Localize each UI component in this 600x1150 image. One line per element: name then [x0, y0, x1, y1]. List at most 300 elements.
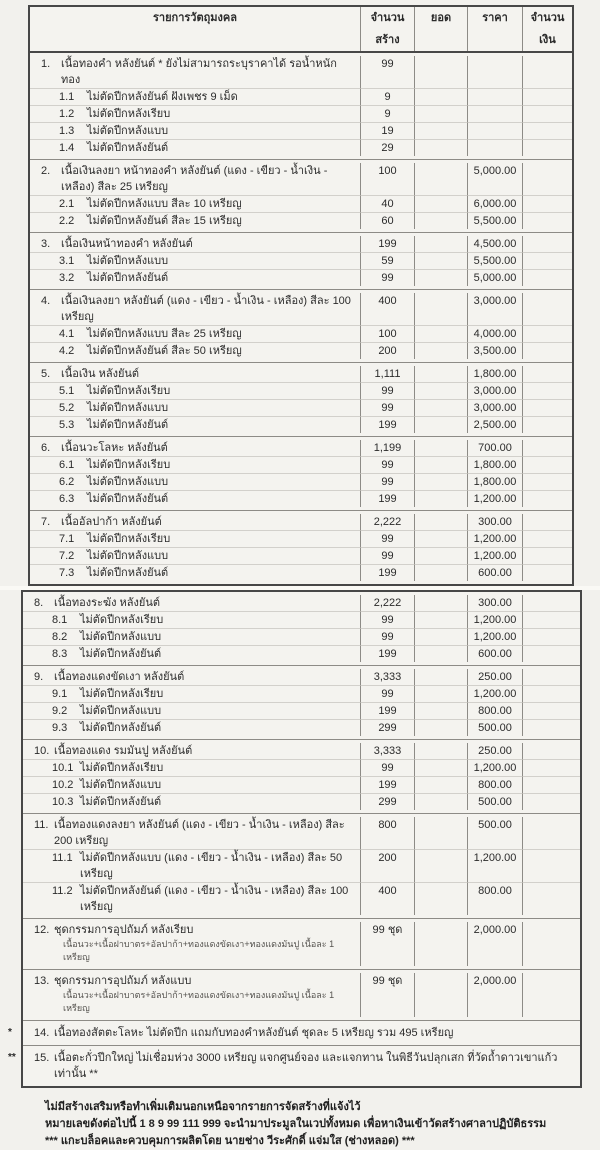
item-note: เนื้อนวะ+เนื้อฝาบาตร+อัลปาก้า+ทองแดงขัดเงา+ทองแดงมันปู เนื้อละ 1 เหรียญ — [63, 990, 335, 1013]
quantity-made-cell: 199 — [360, 645, 414, 662]
item-description-cell — [30, 105, 360, 122]
item-number: 11.2 — [52, 885, 73, 897]
quantity-made-cell: 99 — [360, 530, 414, 547]
item-description: ไม่ตัดปีกหลังเรียบ — [87, 385, 171, 397]
quantity-made-cell: 99 — [360, 269, 414, 286]
item-description: ไม่ตัดปีกหลังยันต์ สีละ 15 เหรียญ — [87, 215, 242, 227]
column-header-amount: จำนวนเงิน — [522, 7, 572, 51]
item-group — [30, 362, 572, 436]
table-row — [30, 440, 572, 456]
quantity-made-cell: 9 — [360, 88, 414, 105]
item-number: 3.1 — [59, 255, 75, 267]
total-cell — [414, 399, 467, 416]
column-header-total: ยอด — [414, 7, 467, 51]
amount-cell — [522, 547, 572, 564]
amount-cell — [522, 416, 572, 433]
item-number: 1.4 — [59, 142, 75, 154]
item-number: 1. — [41, 58, 51, 70]
item-description: ไม่ตัดปีกหลังแบบ สีละ 10 เหรียญ — [87, 198, 242, 210]
quantity-made-cell: 60 — [360, 212, 414, 229]
quantity-made-cell: 100 — [360, 163, 414, 195]
column-header-quantity-made: จำนวนสร้าง — [360, 7, 414, 51]
item-description: เนื้อนวะโลหะ หลังยันต์ — [61, 442, 168, 454]
item-description: ไม่ตัดปีกหลังยันต์ ฝังเพชร 9 เม็ด — [87, 91, 238, 103]
table-row — [23, 628, 580, 645]
item-description: ไม่ตัดปีกหลังยันต์ — [80, 796, 162, 808]
table-row — [30, 139, 572, 156]
quantity-made-cell: 1,111 — [360, 366, 414, 382]
total-cell — [414, 456, 467, 473]
item-description: ไม่ตัดปีกหลังแบบ สีละ 25 เหรียญ — [87, 328, 242, 340]
price-cell: 1,200.00 — [467, 611, 522, 628]
item-description-cell — [30, 514, 360, 530]
footer-line-no-extra-production: ไม่มีสร้างเสริมหรือทำเพิ่มเติมนอกเหนือจากรายการจัดสร้างที่แจ้งไว้ — [45, 1101, 361, 1113]
footnote-marker: ** — [8, 1052, 16, 1063]
item-number: 8. — [34, 597, 44, 609]
item-description: เนื้อทองคำ หลังยันต์ * ยังไม่สามารถระบุราคาได้ รอน้ำหนักทอง — [61, 58, 337, 86]
item-number: 5. — [41, 368, 51, 380]
amount-cell — [522, 922, 580, 938]
amount-cell — [522, 849, 580, 882]
item-description: ไม่ตัดปีกหลังยันต์ — [87, 567, 169, 579]
price-cell: 250.00 — [467, 669, 522, 685]
price-cell: 5,000.00 — [467, 163, 522, 195]
item-description-cell — [30, 56, 360, 88]
quantity-made-cell: 99 — [360, 628, 414, 645]
table-row — [30, 490, 572, 507]
item-note-cell — [23, 938, 360, 966]
item-number: 1.2 — [59, 108, 75, 120]
amount-cell — [522, 743, 580, 759]
total-cell — [414, 759, 467, 776]
amount-cell — [522, 236, 572, 252]
price-cell: 800.00 — [467, 776, 522, 793]
price-cell: 1,800.00 — [467, 473, 522, 490]
price-cell: 5,500.00 — [467, 212, 522, 229]
item-description: ไม่ตัดปีกหลังยันต์ — [87, 419, 169, 431]
amount-cell — [522, 56, 572, 88]
item-number: 9.2 — [52, 705, 68, 717]
item-description-cell — [30, 139, 360, 156]
quantity-made-cell: 199 — [360, 702, 414, 719]
amount-cell — [522, 776, 580, 793]
item-number: 8.1 — [52, 614, 68, 626]
item-number: 7.2 — [59, 550, 75, 562]
item-number: 5.2 — [59, 402, 75, 414]
item-group — [30, 289, 572, 362]
item-description: ไม่ตัดปีกหลังยันต์ สีละ 50 เหรียญ — [87, 345, 242, 357]
price-cell: 1,200.00 — [467, 849, 522, 882]
price-cell — [467, 105, 522, 122]
total-cell — [414, 236, 467, 252]
item-description: ไม่ตัดปีกหลังแบบ — [87, 125, 169, 137]
item-description: เนื้อเงินหน้าทองคำ หลังยันต์ — [61, 238, 193, 250]
quantity-made-cell: 99 — [360, 759, 414, 776]
total-cell — [414, 611, 467, 628]
scanned-amulet-price-list — [0, 5, 600, 1147]
price-cell — [467, 122, 522, 139]
quantity-made-cell: 99 — [360, 382, 414, 399]
amount-cell — [522, 122, 572, 139]
item-description: ไม่ตัดปีกหลังยันต์ — [87, 142, 169, 154]
table-row — [30, 56, 572, 88]
item-number: 2.2 — [59, 215, 75, 227]
item-number: 6.1 — [59, 459, 75, 471]
price-cell: 5,000.00 — [467, 269, 522, 286]
amount-cell — [522, 530, 572, 547]
price-cell — [467, 56, 522, 88]
total-cell — [414, 530, 467, 547]
item-description-cell — [30, 122, 360, 139]
amount-cell — [522, 595, 580, 611]
amount-cell — [522, 564, 572, 581]
item-number: 6.3 — [59, 493, 75, 505]
footnote-text: เนื้อทองสัตตะโลหะ ไม่ตัดปีก แถมกับทองคำหลังยันต์ ชุดละ 5 เหรียญ รวม 495 เหรียญ — [54, 1027, 454, 1039]
item-description-cell — [30, 293, 360, 325]
item-number: 6.2 — [59, 476, 75, 488]
amount-cell — [522, 212, 572, 229]
total-cell — [414, 595, 467, 611]
table-header-row — [30, 7, 572, 53]
item-description-cell — [30, 564, 360, 581]
item-description-cell — [30, 195, 360, 212]
table-footnote-rows — [8, 1020, 580, 1086]
amount-cell — [522, 293, 572, 325]
item-description-cell — [30, 382, 360, 399]
item-number: 10. — [34, 745, 50, 757]
item-description-cell — [23, 702, 360, 719]
price-cell: 1,200.00 — [467, 759, 522, 776]
item-description: ไม่ตัดปีกหลังเรียบ — [80, 614, 164, 626]
price-cell: 2,000.00 — [467, 973, 522, 989]
table-row — [23, 776, 580, 793]
price-cell — [467, 88, 522, 105]
item-description-cell — [23, 793, 360, 810]
item-number: 2. — [41, 165, 51, 177]
item-number: 10.1 — [52, 762, 74, 774]
quantity-made-cell: 99 ชุด — [360, 973, 414, 989]
quantity-made-cell: 199 — [360, 236, 414, 252]
item-description: เนื้อทองแดงลงยา หลังยันต์ (แดง - เขียว - น้ำเงิน - เหลือง) สีละ 200 เหรียญ — [54, 819, 345, 847]
quantity-made-cell: 2,222 — [360, 595, 414, 611]
table-row — [30, 416, 572, 433]
item-group — [23, 739, 580, 813]
empty-cell — [467, 989, 522, 1017]
amount-cell — [522, 882, 580, 915]
amount-cell — [522, 195, 572, 212]
item-description-cell — [30, 399, 360, 416]
item-description: ไม่ตัดปีกหลังแบบ — [87, 550, 169, 562]
quantity-made-cell: 199 — [360, 776, 414, 793]
quantity-made-cell: 29 — [360, 139, 414, 156]
price-cell: 3,500.00 — [467, 342, 522, 359]
table-row — [30, 382, 572, 399]
quantity-made-cell: 3,333 — [360, 743, 414, 759]
item-description: ไม่ตัดปีกหลังยันต์ — [87, 493, 169, 505]
item-description-cell — [30, 473, 360, 490]
item-description-cell — [23, 645, 360, 662]
table-row — [30, 514, 572, 530]
item-description-cell — [23, 973, 360, 989]
total-cell — [414, 669, 467, 685]
total-cell — [414, 849, 467, 882]
item-description-cell — [30, 163, 360, 195]
column-header-price: ราคา — [467, 7, 522, 51]
quantity-made-cell: 2,222 — [360, 514, 414, 530]
quantity-made-cell: 99 — [360, 473, 414, 490]
quantity-made-cell: 200 — [360, 342, 414, 359]
table-row — [30, 88, 572, 105]
item-number: 9.3 — [52, 722, 68, 734]
item-number: 6. — [41, 442, 51, 454]
item-number: 10.3 — [52, 796, 74, 808]
price-cell: 700.00 — [467, 440, 522, 456]
total-cell — [414, 702, 467, 719]
item-number: 9.1 — [52, 688, 68, 700]
item-description: ไม่ตัดปีกหลังเรียบ — [80, 688, 164, 700]
item-description: เนื้อเงินลงยา หน้าทองคำ หลังยันต์ (แดง - เขียว - น้ำเงิน - เหลือง) สีละ 25 เหรียญ — [61, 165, 328, 193]
table-row — [23, 759, 580, 776]
total-cell — [414, 564, 467, 581]
quantity-made-cell: 99 — [360, 685, 414, 702]
price-cell: 800.00 — [467, 882, 522, 915]
item-number: 10.2 — [52, 779, 74, 791]
footnote-row — [8, 1045, 580, 1086]
table-body-part1 — [30, 53, 572, 584]
price-cell: 6,000.00 — [467, 195, 522, 212]
item-description: เนื้อทองแดง รมมันปู หลังยันต์ — [54, 745, 193, 757]
item-number: 8.3 — [52, 648, 68, 660]
item-group — [30, 53, 572, 159]
price-cell: 3,000.00 — [467, 382, 522, 399]
item-description-cell — [23, 669, 360, 685]
quantity-made-cell: 199 — [360, 490, 414, 507]
item-description-cell — [23, 817, 360, 849]
empty-cell — [414, 989, 467, 1017]
price-cell: 2,500.00 — [467, 416, 522, 433]
item-description: ไม่ตัดปีกหลังแบบ (แดง - เขียว - น้ำเงิน - เหลือง) สีละ 50 เหรียญ — [80, 852, 343, 880]
item-description-cell — [30, 236, 360, 252]
item-number: 1.1 — [59, 91, 75, 103]
price-cell: 1,800.00 — [467, 456, 522, 473]
item-group — [30, 159, 572, 232]
total-cell — [414, 252, 467, 269]
item-number: 7.1 — [59, 533, 75, 545]
item-description: ไม่ตัดปีกหลังเรียบ — [87, 108, 171, 120]
footer-line-craftsman-credit: *** แกะบล็อคและควบคุมการผลิตโดย นายช่าง วีระศักดิ์ แจ่มใส (ช่างหลอด) *** — [45, 1135, 415, 1147]
item-number: 11. — [34, 819, 49, 831]
total-cell — [414, 56, 467, 88]
amount-cell — [522, 685, 580, 702]
table-row — [30, 122, 572, 139]
empty-cell — [467, 938, 522, 966]
item-description: ชุดกรรมการอุปถัมภ์ หลังแบบ — [54, 975, 192, 987]
table-row — [30, 473, 572, 490]
item-description-cell — [30, 252, 360, 269]
total-cell — [414, 490, 467, 507]
item-note: เนื้อนวะ+เนื้อฝาบาตร+อัลปาก้า+ทองแดงขัดเงา+ทองแดงมันปู เนื้อละ 1 เหรียญ — [63, 939, 335, 962]
quantity-made-cell: 59 — [360, 252, 414, 269]
footer-line-auction-numbers: หมายเลขดังต่อไปนี้ 1 8 9 99 111 999 จะนำมาประมูลในเวปทั้งหมด เพื่อหาเงินเข้าวัดสร้างศาลาปฏิบัติธรรม — [45, 1118, 547, 1130]
item-description: ไม่ตัดปีกหลังแบบ — [80, 779, 162, 791]
quantity-made-cell: 299 — [360, 793, 414, 810]
quantity-made-cell: 9 — [360, 105, 414, 122]
item-description: ไม่ตัดปีกหลังแบบ — [87, 255, 169, 267]
item-description: เนื้ออัลปาก้า หลังยันต์ — [61, 516, 162, 528]
item-description: เนื้อเงิน หลังยันต์ — [61, 368, 140, 380]
item-description-cell — [23, 922, 360, 938]
total-cell — [414, 440, 467, 456]
amount-cell — [522, 139, 572, 156]
price-cell: 3,000.00 — [467, 399, 522, 416]
total-cell — [414, 514, 467, 530]
price-cell: 1,200.00 — [467, 685, 522, 702]
empty-cell — [360, 989, 414, 1017]
item-number: 1.3 — [59, 125, 75, 137]
price-cell: 1,800.00 — [467, 366, 522, 382]
table-row — [23, 849, 580, 882]
footnote-marker: * — [8, 1027, 12, 1038]
total-cell — [414, 293, 467, 325]
item-number: 14. — [34, 1027, 50, 1039]
amount-cell — [522, 366, 572, 382]
amount-cell — [522, 88, 572, 105]
quantity-made-cell: 3,333 — [360, 669, 414, 685]
total-cell — [414, 776, 467, 793]
price-cell: 500.00 — [467, 793, 522, 810]
amulet-table-part1 — [28, 5, 574, 586]
amount-cell — [522, 342, 572, 359]
item-description-cell — [23, 611, 360, 628]
total-cell — [414, 163, 467, 195]
quantity-made-cell: 199 — [360, 416, 414, 433]
table-row — [30, 342, 572, 359]
item-group — [23, 918, 580, 969]
amount-cell — [522, 456, 572, 473]
table-row — [30, 236, 572, 252]
quantity-made-cell: 40 — [360, 195, 414, 212]
price-cell: 250.00 — [467, 743, 522, 759]
price-cell: 1,200.00 — [467, 628, 522, 645]
table-row — [30, 325, 572, 342]
quantity-made-cell: 100 — [360, 325, 414, 342]
item-description-cell — [30, 530, 360, 547]
item-number: 9. — [34, 671, 44, 683]
item-number: 3. — [41, 238, 51, 250]
item-description-cell — [23, 719, 360, 736]
total-cell — [414, 719, 467, 736]
price-cell: 300.00 — [467, 595, 522, 611]
price-cell: 3,000.00 — [467, 293, 522, 325]
table-row — [30, 547, 572, 564]
item-description: ไม่ตัดปีกหลังยันต์ — [87, 272, 169, 284]
amount-cell — [522, 817, 580, 849]
price-cell: 5,500.00 — [467, 252, 522, 269]
item-number: 8.2 — [52, 631, 68, 643]
item-number: 4. — [41, 295, 51, 307]
item-description-cell — [23, 759, 360, 776]
price-cell: 1,200.00 — [467, 490, 522, 507]
item-description-cell — [23, 628, 360, 645]
table-row — [23, 611, 580, 628]
total-cell — [414, 645, 467, 662]
amount-cell — [522, 325, 572, 342]
total-cell — [414, 547, 467, 564]
total-cell — [414, 685, 467, 702]
total-cell — [414, 382, 467, 399]
total-cell — [414, 817, 467, 849]
table-row — [23, 922, 580, 938]
price-cell: 500.00 — [467, 719, 522, 736]
empty-cell — [414, 938, 467, 966]
quantity-made-cell: 99 — [360, 547, 414, 564]
item-group — [23, 665, 580, 739]
quantity-made-cell: 400 — [360, 293, 414, 325]
amount-cell — [522, 669, 580, 685]
empty-cell — [522, 989, 580, 1017]
amount-cell — [522, 645, 580, 662]
item-description-cell — [30, 366, 360, 382]
item-description: ไม่ตัดปีกหลังยันต์ (แดง - เขียว - น้ำเงิน - เหลือง) สีละ 100 เหรียญ — [80, 885, 349, 913]
amount-cell — [522, 382, 572, 399]
amount-cell — [522, 628, 580, 645]
total-cell — [414, 325, 467, 342]
table-row — [30, 293, 572, 325]
price-cell: 500.00 — [467, 817, 522, 849]
quantity-made-cell: 99 — [360, 399, 414, 416]
empty-cell — [360, 938, 414, 966]
table-row — [30, 212, 572, 229]
table-row — [23, 595, 580, 611]
item-description-cell — [30, 342, 360, 359]
amount-cell — [522, 514, 572, 530]
item-description-cell — [30, 440, 360, 456]
total-cell — [414, 269, 467, 286]
amulet-table-part2 — [8, 590, 582, 1088]
amount-cell — [522, 105, 572, 122]
item-description: ไม่ตัดปีกหลังเรียบ — [87, 459, 171, 471]
item-description-cell — [30, 325, 360, 342]
amount-cell — [522, 473, 572, 490]
table-row — [23, 793, 580, 810]
item-note-cell — [23, 989, 360, 1017]
item-description-cell — [30, 269, 360, 286]
amount-cell — [522, 702, 580, 719]
item-description: เนื้อทองระฆัง หลังยันต์ — [54, 597, 160, 609]
price-cell: 1,200.00 — [467, 547, 522, 564]
total-cell — [414, 416, 467, 433]
item-description-cell — [30, 456, 360, 473]
table-row — [30, 163, 572, 195]
item-number: 7. — [41, 516, 51, 528]
price-cell — [467, 139, 522, 156]
quantity-made-cell: 800 — [360, 817, 414, 849]
item-description: ชุดกรรมการอุปถัมภ์ หลังเรียบ — [54, 924, 194, 936]
table-row — [30, 195, 572, 212]
quantity-made-cell: 400 — [360, 882, 414, 915]
item-number: 13. — [34, 975, 50, 987]
total-cell — [414, 366, 467, 382]
price-cell: 300.00 — [467, 514, 522, 530]
amount-cell — [522, 399, 572, 416]
amount-cell — [522, 793, 580, 810]
item-number: 15. — [34, 1052, 50, 1064]
total-cell — [414, 88, 467, 105]
total-cell — [414, 628, 467, 645]
quantity-made-cell: 99 ชุด — [360, 922, 414, 938]
price-cell: 600.00 — [467, 564, 522, 581]
item-group — [30, 436, 572, 510]
